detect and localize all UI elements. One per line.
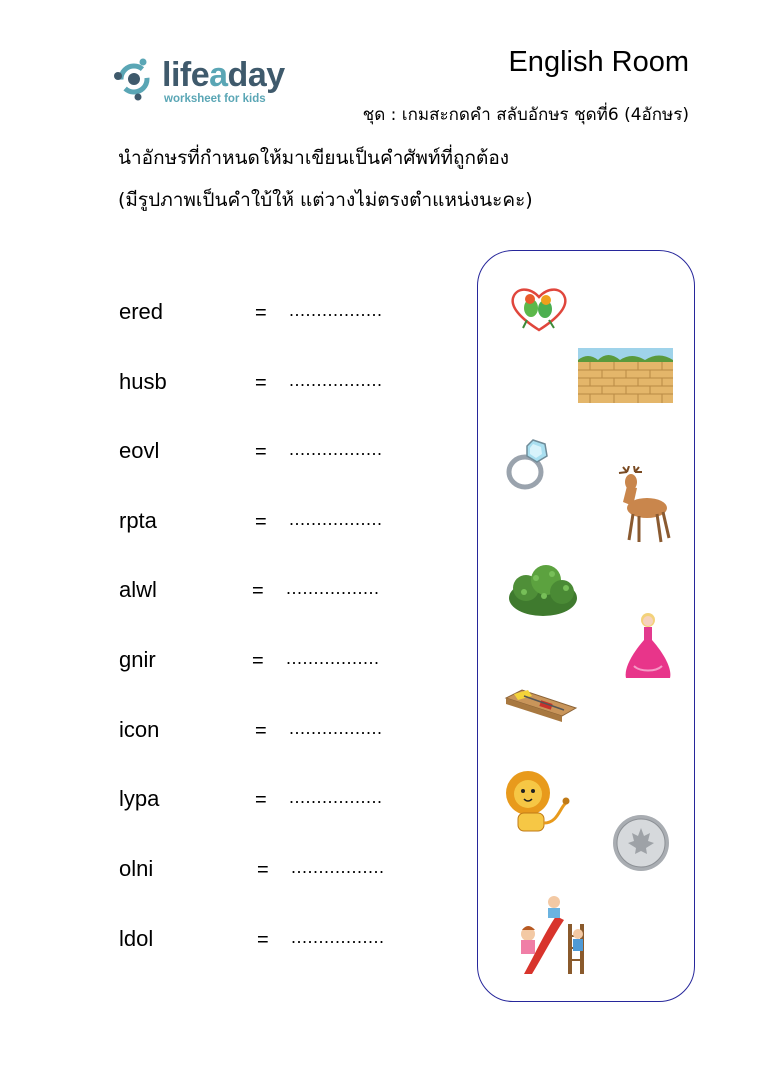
- brick-wall-icon: [578, 348, 673, 403]
- scrambled-word: eovl: [119, 438, 160, 463]
- deer-icon: [609, 466, 673, 548]
- equals-sign: =: [255, 789, 267, 811]
- scrambled-word: husb: [119, 369, 167, 394]
- answer-blank[interactable]: .................: [289, 718, 383, 738]
- scrambled-word: lypa: [119, 786, 160, 811]
- kids-slide-icon: [516, 894, 588, 976]
- logo-mark-icon: [110, 54, 160, 104]
- ring-icon: [503, 434, 551, 492]
- scrambled-word: ered: [119, 299, 164, 324]
- answer-blank[interactable]: .................: [291, 927, 385, 947]
- doll-icon: [620, 610, 676, 682]
- instruction-line-1: นำอักษรที่กำหนดให้มาเขียนเป็นคำศัพท์ที่ถูกต้อง: [118, 147, 510, 169]
- equals-sign: =: [257, 929, 269, 951]
- answer-blank[interactable]: .................: [289, 509, 383, 529]
- answer-blank[interactable]: .................: [289, 439, 383, 459]
- scrambled-word: gnir: [119, 647, 156, 672]
- answer-blank[interactable]: .................: [289, 300, 383, 320]
- scrambled-word: alwl: [119, 577, 157, 602]
- equals-sign: =: [255, 511, 267, 533]
- equals-sign: =: [252, 580, 264, 602]
- scrambled-word: olni: [119, 856, 154, 881]
- coin-icon: [612, 814, 670, 872]
- equals-sign: =: [255, 441, 267, 463]
- answer-blank[interactable]: .................: [286, 578, 380, 598]
- equals-sign: =: [257, 859, 269, 881]
- answer-blank[interactable]: .................: [289, 370, 383, 390]
- love-birds-heart-icon: [507, 284, 571, 334]
- mousetrap-icon: [502, 684, 578, 726]
- equals-sign: =: [255, 720, 267, 742]
- logo-wordmark: lifeaday: [162, 56, 285, 94]
- bush-icon: [506, 562, 580, 618]
- instruction-line-2: (มีรูปภาพเป็นคำใบ้ให้ แต่วางไม่ตรงตำแหน่งนะคะ): [118, 189, 533, 211]
- scrambled-word: ldol: [119, 926, 154, 951]
- answer-blank[interactable]: .................: [286, 648, 380, 668]
- answer-blank[interactable]: .................: [289, 787, 383, 807]
- equals-sign: =: [255, 372, 267, 394]
- equals-sign: =: [252, 650, 264, 672]
- set-label: ชุด : เกมสะกดคำ สลับอักษร ชุดที่6 (4อักษร): [362, 105, 689, 125]
- logo-tagline: worksheet for kids: [164, 93, 266, 105]
- page-title: English Room: [508, 46, 689, 78]
- equals-sign: =: [255, 302, 267, 324]
- scrambled-word: rpta: [119, 508, 157, 533]
- logo: [110, 52, 300, 112]
- scrambled-word: icon: [119, 717, 160, 742]
- lion-icon: [502, 767, 570, 839]
- answer-blank[interactable]: .................: [291, 857, 385, 877]
